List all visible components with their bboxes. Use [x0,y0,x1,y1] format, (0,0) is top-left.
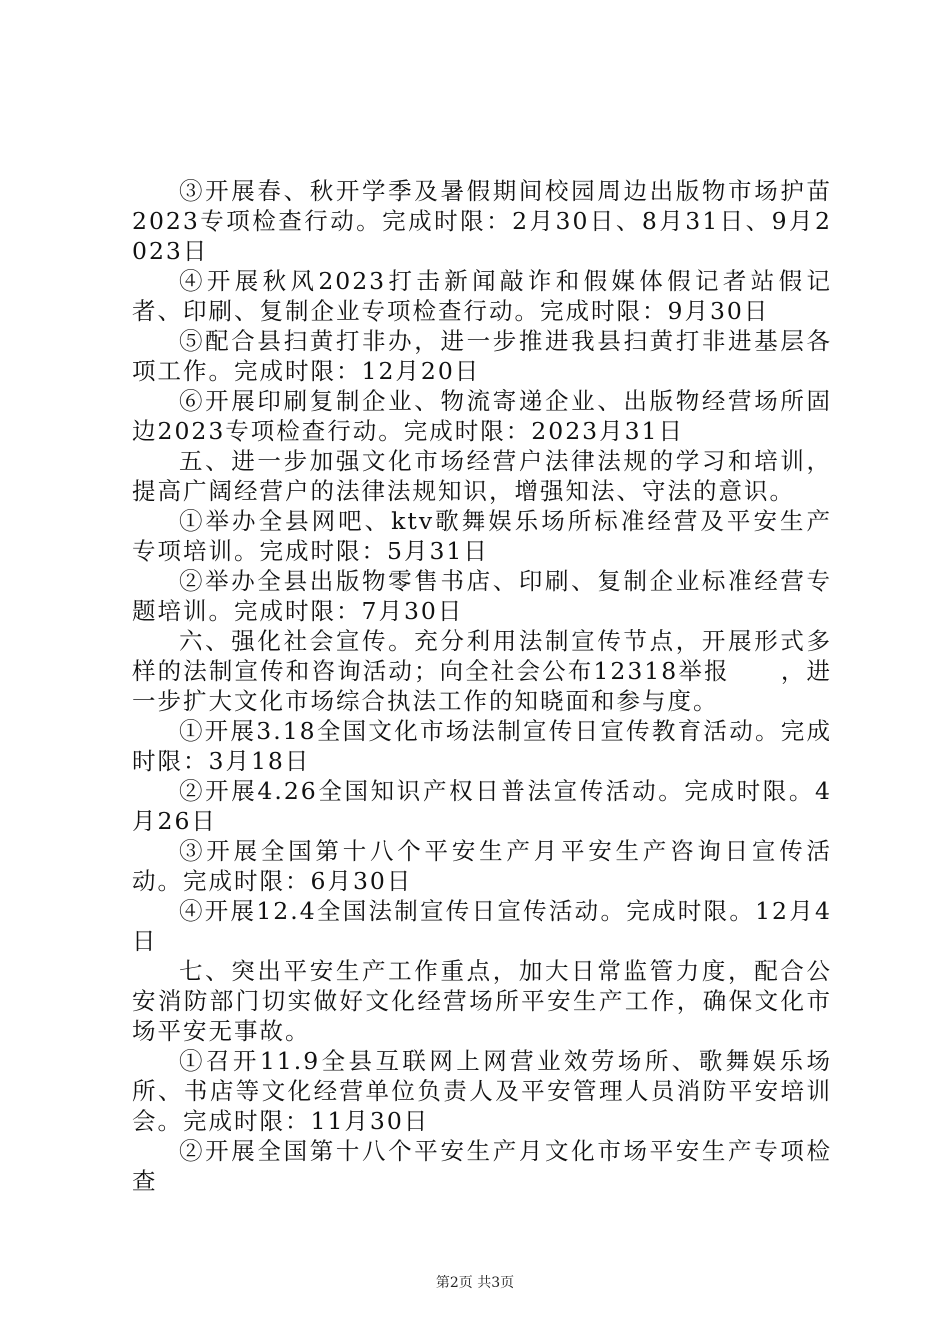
paragraph-six-2-ip-day: ②开展4.26全国知识产权日普法宣传活动。完成时限。4月26日 [132,777,832,835]
page-number-footer: 第2页 共3页 [435,1275,515,1291]
section-seven-heading: 七、突出平安生产工作重点，加大日常监管力度，配合公安消防部门切实做好文化经营场所平安生产工作，确保文化市场平安无事故。 [132,957,832,1045]
paragraph-4-autumn-wind-check: ④开展秋风2023打击新闻敲诈和假媒体假记者站假记者、印刷、复制企业专项检查行动。完成时限：9月30日 [132,267,832,325]
paragraph-6-border-check: ⑥开展印刷复制企业、物流寄递企业、出版物经营场所固边2023专项检查行动。完成时限：2023月31日 [132,387,832,445]
section-six-heading: 六、强化社会宣传。充分利用法制宣传节点，开展形式多样的法制宣传和咨询活动；向全社会公布12318举报 ，进一步扩大文化市场综合执法工作的知晓面和参与度。 [132,627,832,715]
paragraph-3-summer-campus-check: ③开展春、秋开学季及暑假期间校园周边出版物市场护苗2023专项检查行动。完成时限：2月30日、8月31日、9月2023日 [132,177,832,265]
paragraph-six-1-legal-day: ①开展3.18全国文化市场法制宣传日宣传教育活动。完成时限：3月18日 [132,717,832,775]
paragraph-seven-2-safety-check: ②开展全国第十八个平安生产月文化市场平安生产专项检查 [132,1137,832,1195]
paragraph-six-4-law-day: ④开展12.4全国法制宣传日宣传活动。完成时限。12月4日 [132,897,832,955]
paragraph-seven-1-fire-training: ①召开11.9全县互联网上网营业效劳场所、歌舞娱乐场所、书店等文化经营单位负责人及平安管理人员消防平安培训会。完成时限：11月30日 [132,1047,832,1135]
paragraph-five-1-internet-cafe-training: ①举办全县网吧、ktv歌舞娱乐场所标准经营及平安生产专项培训。完成时限：5月31日 [132,507,832,565]
document-body [132,176,832,1196]
section-five-heading: 五、进一步加强文化市场经营户法律法规的学习和培训，提高广阔经营户的法律法规知识，增强知法、守法的意识。 [132,447,832,505]
paragraph-five-2-bookstore-training: ②举办全县出版物零售书店、印刷、复制企业标准经营专题培训。完成时限：7月30日 [132,567,832,625]
paragraph-six-3-safety-month: ③开展全国第十八个平安生产月平安生产咨询日宣传活动。完成时限：6月30日 [132,837,832,895]
paragraph-5-anti-porn-office: ⑤配合县扫黄打非办，进一步推进我县扫黄打非进基层各项工作。完成时限：12月20日 [132,327,832,385]
